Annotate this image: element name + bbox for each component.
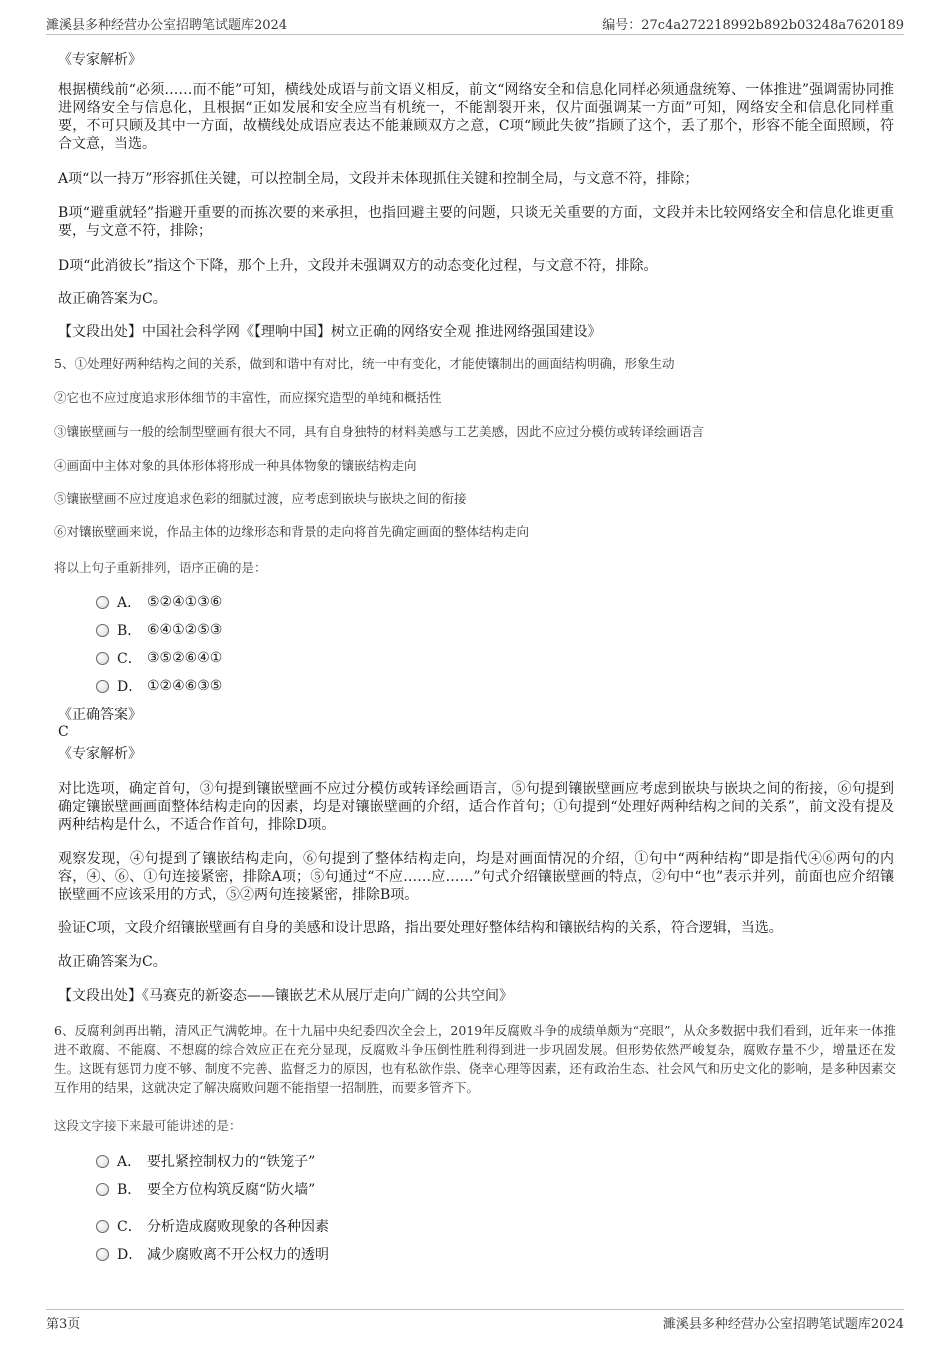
q5-answer: C — [58, 724, 69, 740]
q5-answer-label: 《正确答案》 — [58, 707, 142, 723]
q5-analysis-p1: 对比选项，确定首句，③句提到镶嵌壁画不应过分模仿或转译绘画语言，⑤句提到镶嵌壁画应考虑到嵌块与嵌块之间的衔接，⑥句提到确定镶嵌壁画画面整体结构走向的因素，均是对镶嵌壁画的介绍，适合作首句；①句提到“处理好两种结构之间的关系”，前文没有提及两种结构是什么，不适合作首句，排除D项。 — [58, 781, 894, 833]
footer-title: 濉溪县多种经营办公室招聘笔试题库2024 — [662, 1317, 904, 1332]
q6-option-b[interactable]: B． 要全方位构筑反腐“防火墙” — [96, 1179, 315, 1199]
q5-prompt: 将以上句子重新排列，语序正确的是： — [54, 560, 267, 575]
header-divider — [46, 34, 904, 35]
q4-analysis-p5: 故正确答案为C。 — [58, 291, 167, 307]
q6-text: 6、反腐利剑再出鞘，清风正气满乾坤。在十九届中央纪委四次全会上，2019年反腐败斗争的成绩单颇为“亮眼”，从众多数据中我们看到，近年来一体推进不敢腐、不能腐、不想腐的综合效应正在充分显现，反腐败斗争压倒性胜利得到进一步巩固发展。但形势依然严峻复杂，腐败存量不少，增量还在发生。这既有惩罚力度不够、制度不完善、监督乏力的原因，也有私欲作祟、侥幸心理等因素，还有政治生态、社会风气和历史文化的影响，是多种因素交互作用的结果，这就决定了解决腐败问题不能指望一招制胜，而要多管齐下。 — [54, 1023, 896, 1095]
q5-option-a[interactable]: A． ⑤②④①③⑥ — [96, 592, 222, 612]
q5-sentence-3: ③镶嵌壁画与一般的绘制型壁画有很大不同，具有自身独特的材料美感与工艺美感，因此不应过分模仿或转译绘画语言 — [54, 424, 705, 439]
q4-analysis-label: 《专家解析》 — [58, 52, 142, 68]
q5-sentence-2: ②它也不应过度追求形体细节的丰富性，而应探究造型的单纯和概括性 — [54, 390, 442, 405]
q6-option-c[interactable]: C． 分析造成腐败现象的各种因素 — [96, 1216, 329, 1236]
q5-analysis-label: 《专家解析》 — [58, 746, 142, 762]
q5-option-c[interactable]: C． ③⑤②⑥④① — [96, 648, 222, 668]
footer-divider — [46, 1309, 904, 1310]
radio-icon[interactable] — [96, 1220, 109, 1233]
q5-analysis-p4: 故正确答案为C。 — [58, 954, 167, 970]
radio-icon[interactable] — [96, 596, 109, 609]
header-title: 濉溪县多种经营办公室招聘笔试题库2024 — [46, 18, 288, 33]
q5-source: 【文段出处】《马赛克的新姿态——镶嵌艺术从展厅走向广阔的公共空间》 — [58, 988, 513, 1004]
radio-icon[interactable] — [96, 1155, 109, 1168]
q6-option-d[interactable]: D． 减少腐败离不开公权力的透明 — [96, 1244, 329, 1264]
radio-icon[interactable] — [96, 680, 109, 693]
q4-analysis-p3: B项“避重就轻”指避开重要的而拣次要的来承担，也指回避主要的问题，只谈无关重要的方面，文段并未比较网络安全和信息化谁更重要，与文意不符，排除； — [58, 205, 894, 239]
q4-source: 【文段出处】中国社会科学网《【理响中国】树立正确的网络安全观 推进网络强国建设》 — [58, 324, 602, 340]
q6-prompt: 这段文字接下来最可能讲述的是： — [54, 1118, 242, 1133]
q5-option-b[interactable]: B． ⑥④①②⑤③ — [96, 620, 222, 640]
radio-icon[interactable] — [96, 1248, 109, 1261]
q5-option-d[interactable]: D． ①②④⑥③⑤ — [96, 676, 222, 696]
radio-icon[interactable] — [96, 652, 109, 665]
radio-icon[interactable] — [96, 1183, 109, 1196]
header-serial: 编号：27c4a272218992b892b03248a7620189 — [602, 18, 904, 33]
q5-sentence-4: ④画面中主体对象的具体形体将形成一种具体物象的镶嵌结构走向 — [54, 458, 417, 473]
q5-sentence-1: 5、①处理好两种结构之间的关系，做到和谐中有对比，统一中有变化，才能使镶制出的画面结构明确，形象生动 — [54, 356, 675, 371]
q4-analysis-p2: A项“以一持万”形容抓住关键，可以控制全局，文段并未体现抓住关键和控制全局，与文意不符，排除； — [58, 171, 699, 187]
page-header — [46, 14, 904, 34]
q5-sentence-5: ⑤镶嵌壁画不应过度追求色彩的细腻过渡，应考虑到嵌块与嵌块之间的衔接 — [54, 491, 467, 506]
page-number: 第3页 — [46, 1317, 81, 1332]
q5-analysis-p3: 验证C项，文段介绍镶嵌壁画有自身的美感和设计思路，指出要处理好整体结构和镶嵌结构的关系，符合逻辑，当选。 — [58, 920, 783, 936]
q5-sentence-6: ⑥对镶嵌壁画来说，作品主体的边缘形态和背景的走向将首先确定画面的整体结构走向 — [54, 524, 530, 539]
q4-analysis-p4: D项“此消彼长”指这个下降，那个上升，文段并未强调双方的动态变化过程，与文意不符，排除。 — [58, 258, 658, 274]
radio-icon[interactable] — [96, 624, 109, 637]
q6-option-a[interactable]: A． 要扎紧控制权力的“铁笼子” — [96, 1151, 315, 1171]
q5-analysis-p2: 观察发现，④句提到了镶嵌结构走向，⑥句提到了整体结构走向，均是对画面情况的介绍，①句中“两种结构”即是指代④⑥两句的内容，④、⑥、①句连接紧密，排除A项；⑤句通过“不应……应……”句式介绍镶嵌壁画的特点，②句中“也”表示并列，前面也应介绍镶嵌壁画不应该采用的方式，⑤②两句连接紧密，排除B项。 — [58, 851, 894, 903]
q4-analysis-p1: 根据横线前“必须……而不能”可知，横线处成语与前文语义相反，前文“网络安全和信息化同样必须通盘统筹、一体推进”强调需协同推进网络安全与信息化，且根据“正如发展和安全应当有机统一，不能割裂开来，仅片面强调某一方面”可知，网络安全和信息化同样重要，不可只顾及其中一方面，故横线处成语应表达不能兼顾双方之意，C项“顾此失彼”指顾了这个，丢了那个，形容不能全面照顾，符合文意，当选。 — [58, 82, 894, 152]
